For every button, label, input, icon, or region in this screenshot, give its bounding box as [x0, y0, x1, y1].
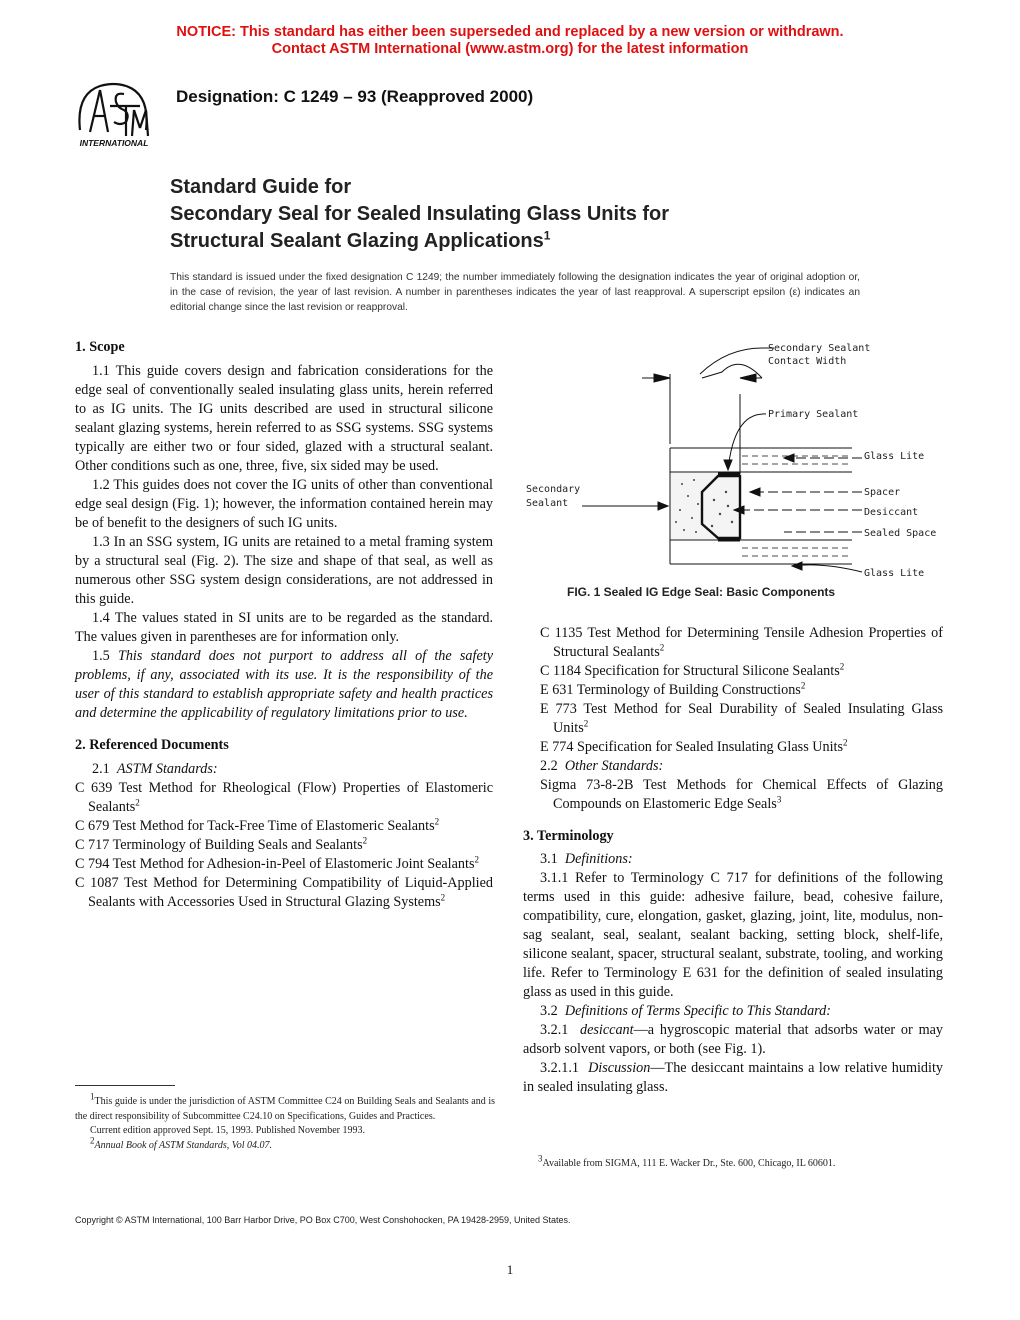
title-footnote-mark: 1 [543, 228, 551, 243]
paragraph-1-5-text: This standard does not purport to address all of the safety problems, if any, associated with its use. It is the responsibility of the user of this standard to establish appropriate safety and health practices and determine the applicability of regulatory limitations prior to use. [75, 648, 493, 721]
reference-item: C 1087 Test Method for Determining Compatibility of Liquid-Applied Sealants with Accessories Used in Structural Glazing Systems$^2$ [75, 875, 493, 910]
section-heading-terminology: 3. Terminology [523, 828, 614, 844]
paragraph-3-1-1: 3.1.1 Refer to Terminology C 717 for definitions of the following terms used in this guide: adhesive failure, bead, cohesive failure, compatibility, cure, elongation, gasket, glazing, joint, lite, modulus, non-sag sealant, seal, sealant, sealant backing, setting block, shelf-life, silicone sealant, spacer, structural sealant, substrate, tooling, and working life. Refer to Terminology E 631 for the definition of sealed insulating glass as used in this guide. [523, 870, 943, 1000]
label-secondary-sealant-2: Sealant [526, 498, 569, 509]
reference-item: E 773 Test Method for Seal Durability of Sealed Insulating Glass Units$^2$ [540, 701, 943, 736]
astm-logo [66, 76, 162, 150]
paragraph-1-2: 1.2 This guides does not cover the IG units of other than conventional edge seal design (Fig. 1); however, the information contained herein may be of benefit to the designers of such IG units. [75, 477, 493, 531]
title-line-3: Structural Sealant Glazing Applications [170, 230, 544, 252]
notice-line-2: Contact ASTM International (www.astm.org) for the latest information [271, 41, 749, 57]
footnote-3: $^3$Available from SIGMA, 111 E. Wacker Dr., Ste. 600, Chicago, IL 60601. [538, 1153, 836, 1169]
reference-item: E 774 Specification for Sealed Insulating Glass Units$^2$ [540, 737, 848, 755]
label-secondary-contact-1: Secondary Sealant [768, 343, 871, 354]
paragraph-1-3: 1.3 In an SSG system, IG units are retained to a metal framing system by a structural seal (Fig. 2). The size and shape of that seal, as well as numerous other SSG system design considerations, are not addressed in this guide. [75, 534, 493, 607]
reference-item: C 639 Test Method for Rheological (Flow) Properties of Elastomeric Sealants$^2$ [75, 780, 493, 815]
document-title [170, 174, 669, 255]
reference-item-sigma: Sigma 73-8-2B Test Methods for Chemical Effects of Glazing Compounds on Elastomeric Edge Seals$^3$ [540, 777, 943, 812]
subsection-2-1 [75, 760, 493, 779]
label-spacer: Spacer [864, 487, 901, 498]
reference-item: E 631 Terminology of Building Constructions$^2$ [540, 680, 806, 698]
label-secondary-sealant-1: Secondary [526, 484, 581, 495]
secondary-sealant-fill [671, 473, 741, 539]
paragraph-3-2-1-1: 3.2.1.1 Discussion—The desiccant maintains a low relative humidity in sealed insulating glass. [523, 1060, 943, 1095]
title-line-2: Secondary Seal for Sealed Insulating Glass Units for [170, 203, 670, 225]
intro-note: This standard is issued under the fixed designation C 1249; the number immediately following the designation indicates the year of original adoption or, in the case of revision, the year of last revision. A number in parentheses indicates the year of last reapproval. A superscript epsilon (ε) indicates an editorial change since the last revision or reapproval. [170, 272, 860, 313]
copyright: Copyright © ASTM International, 100 Barr Harbor Drive, PO Box C700, West Conshohocken, PA 19428-2959, United States. [75, 1215, 571, 1225]
notice-line-1: NOTICE: This standard has either been superseded and replaced by a new version or withdrawn. [176, 24, 844, 40]
footnote-2: $^2$Annual Book of ASTM Standards, Vol 04.07. [90, 1135, 272, 1151]
subsection-2-1-title: ASTM Standards: [116, 761, 218, 777]
footnote-rule [75, 1085, 175, 1086]
subsection-3-2: 3.2 Definitions of Terms Specific to This Standard: [540, 1003, 831, 1019]
footnote-1-edition: Current edition approved Sept. 15, 1993. Published November 1993. [90, 1125, 365, 1136]
label-primary-sealant: Primary Sealant [768, 409, 859, 420]
logo-subtitle: INTERNATIONAL [79, 138, 149, 148]
subsection-2-1-number: 2.1 [92, 761, 110, 777]
page-number: 1 [506, 1262, 514, 1277]
reference-item: C 679 Test Method for Tack-Free Time of Elastomeric Sealants$^2$ [75, 816, 440, 834]
label-secondary-contact-2: Contact Width [768, 356, 847, 367]
reference-item: C 794 Test Method for Adhesion-in-Peel of Elastomeric Joint Sealants$^2$ [75, 854, 479, 872]
label-glass-lite-top: Glass Lite [864, 451, 925, 462]
footnotes-left [75, 1091, 495, 1153]
label-glass-lite-bottom: Glass Lite [864, 568, 925, 579]
designation: Designation: C 1249 – 93 (Reapproved 2000) [176, 87, 534, 106]
label-sealed-space: Sealed Space [864, 528, 937, 539]
right-column-references [523, 624, 943, 1097]
section-heading-referenced-documents: 2. Referenced Documents [75, 737, 229, 753]
footnote-1: $^1$This guide is under the jurisdiction of ASTM Committee C24 on Building Seals and Sealants and is the direct responsibility of Subcommittee C24.10 on Specifications, Guides and Practices. [75, 1091, 495, 1122]
paragraph-1-1: 1.1 This guide covers design and fabrication considerations for the edge seal of conventionally sealed insulating glass units, herein referred to as IG units. The IG units described are used in structural silicone sealant glazing systems, herein referred to as SSG systems. SSG systems typically are either two or four sided, glazed with a structural sealant. Other conditions such as one, three, five, six sided may be used. [75, 363, 493, 474]
figure-1-diagram [522, 334, 952, 584]
subsection-2-2: 2.2 Other Standards: [540, 758, 664, 774]
left-column [75, 338, 493, 912]
paragraph-3-2-1: 3.2.1 desiccant—a hygroscopic material that adsorbs water or may adsorb solvent vapors, or both (see Fig. 1). [523, 1022, 943, 1057]
paragraph-1-5-number: 1.5 [92, 648, 110, 664]
label-desiccant: Desiccant [864, 507, 919, 518]
subsection-3-1: 3.1 Definitions: [540, 851, 633, 867]
reference-item: C 717 Terminology of Building Seals and Sealants$^2$ [75, 835, 368, 853]
paragraph-1-5 [75, 647, 493, 723]
withdrawal-notice [0, 24, 1020, 58]
reference-item: C 1135 Test Method for Determining Tensile Adhesion Properties of Structural Sealants$^2$ [540, 625, 943, 660]
figure-caption: FIG. 1 Sealed IG Edge Seal: Basic Components [567, 585, 836, 599]
section-heading-scope: 1. Scope [75, 339, 125, 355]
reference-item: C 1184 Specification for Structural Silicone Sealants$^2$ [540, 661, 845, 679]
paragraph-1-4: 1.4 The values stated in SI units are to be regarded as the standard. The values given in parentheses are for information only. [75, 610, 493, 645]
title-line-1: Standard Guide for [170, 176, 352, 198]
